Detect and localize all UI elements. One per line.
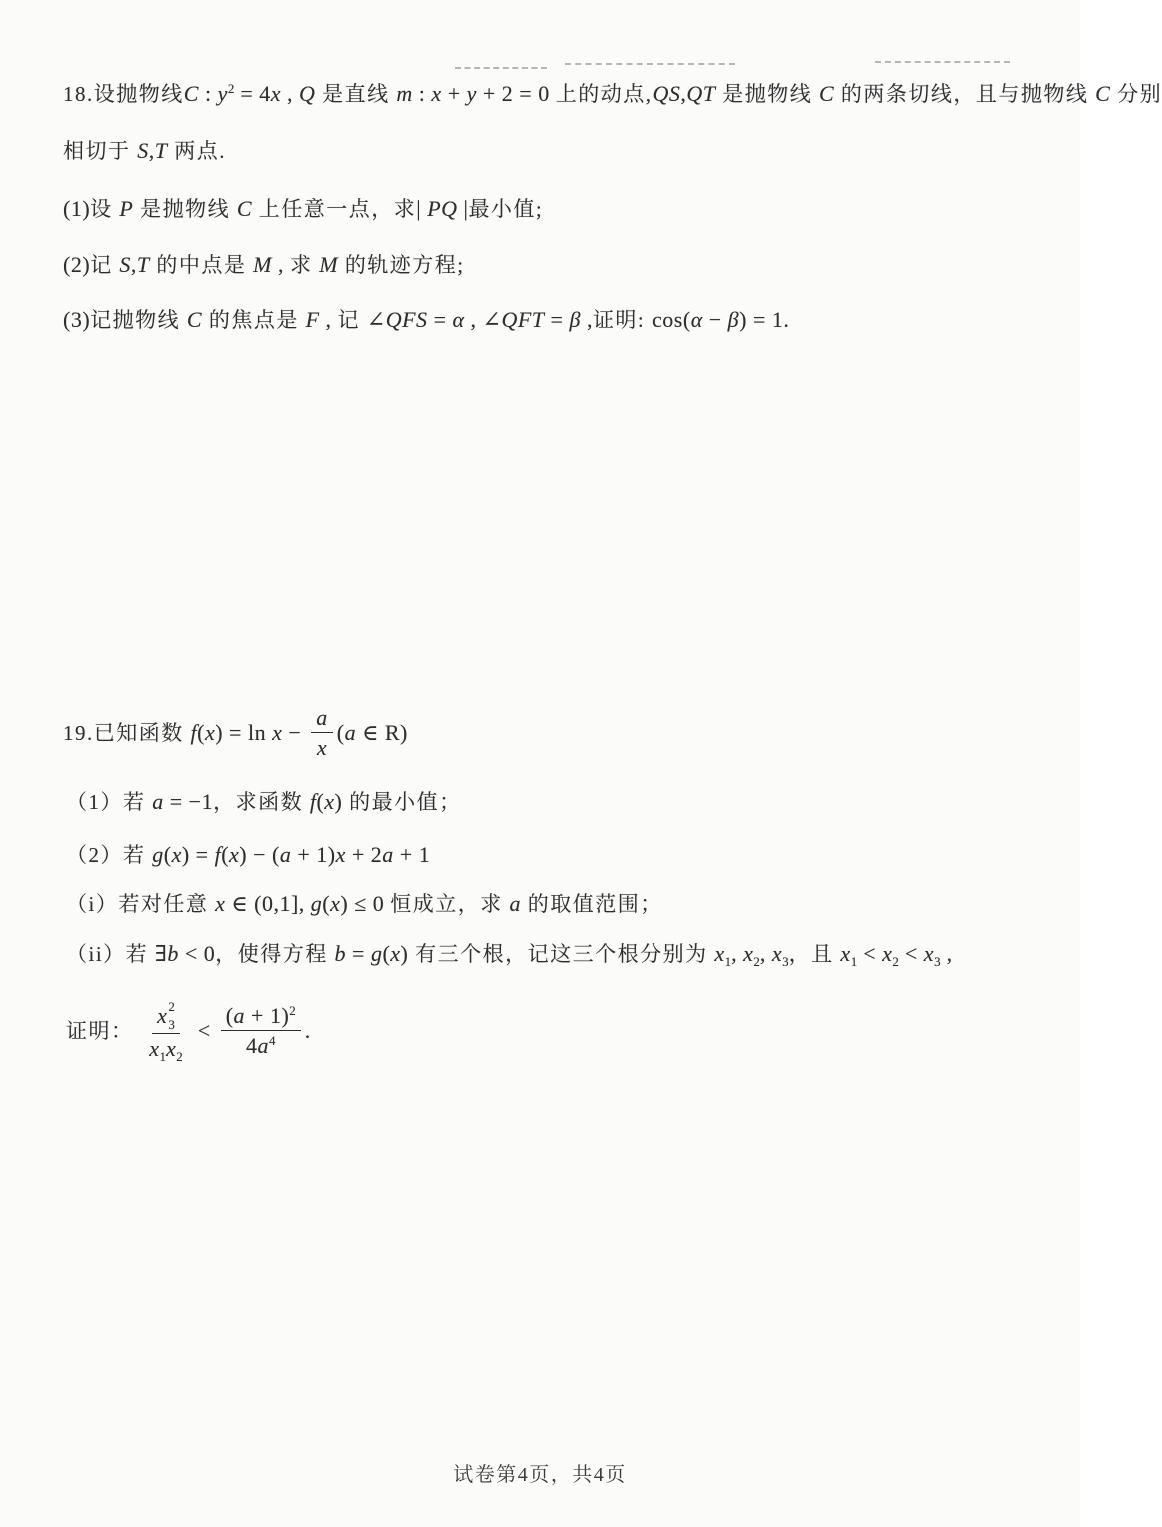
question-18-part-2: (2)记 S,T 的中点是 M , 求 M 的轨迹方程;	[63, 252, 465, 277]
question-19-part-2-ii: （ii）若 ∃b < 0，使得方程 b = g(x) 有三个根，记这三个根分别为 $x_1$, $x_2$, $x_3$，且 $x_1 < x_2 < x_3$ ,	[66, 941, 953, 970]
scan-artifact	[455, 67, 547, 69]
scan-artifact	[875, 61, 1010, 63]
fraction: $\frac{a}{x}$	[311, 704, 333, 761]
question-19-part-2: （2）若 g(x) = f(x) − (a + 1)x + 2a + 1	[66, 842, 431, 867]
question-19-part-1: （1）若 a = −1，求函数 f(x) 的最小值；	[66, 789, 462, 814]
fraction: x 2 3 $x_1x_2$	[149, 999, 183, 1065]
question-18-intro-line-2: 相切于 S,T 两点.	[63, 138, 226, 163]
question-19-intro: 19.已知函数 f(x) = ln x − $\frac{a}{x}$ (a ∈ R)	[63, 705, 408, 761]
question-18-part-1: (1)设 P 是抛物线 C 上任意一点，求| PQ |最小值;	[63, 196, 544, 221]
fraction: $\frac{(a + 1)^2}{4a^4}$	[221, 1002, 301, 1059]
question-18-part-3: (3)记抛物线 C 的焦点是 F , 记 ∠QFS = α , ∠QFT = β ,证明: cos(α − β) = 1.	[63, 307, 790, 332]
question-19-proof-statement: 证明： x 2 3 $x_1x_2$ < $\frac{(a + 1)^2}{4a^4}$ .	[66, 999, 311, 1065]
question-19-part-2-i: （i）若对任意 x ∈ (0,1], g(x) ≤ 0 恒成立，求 a 的取值范围；	[66, 891, 663, 916]
scan-artifact	[565, 63, 735, 65]
page-footer: 试卷第4页，共4页	[453, 1464, 627, 1486]
question-18-intro-line-1: 18.设抛物线C : $y^2 = 4x$ , Q 是直线 m : x + y + 2 = 0 上的动点,QS,QT 是抛物线 C 的两条切线，且与抛物线 C 分别	[63, 81, 1162, 106]
